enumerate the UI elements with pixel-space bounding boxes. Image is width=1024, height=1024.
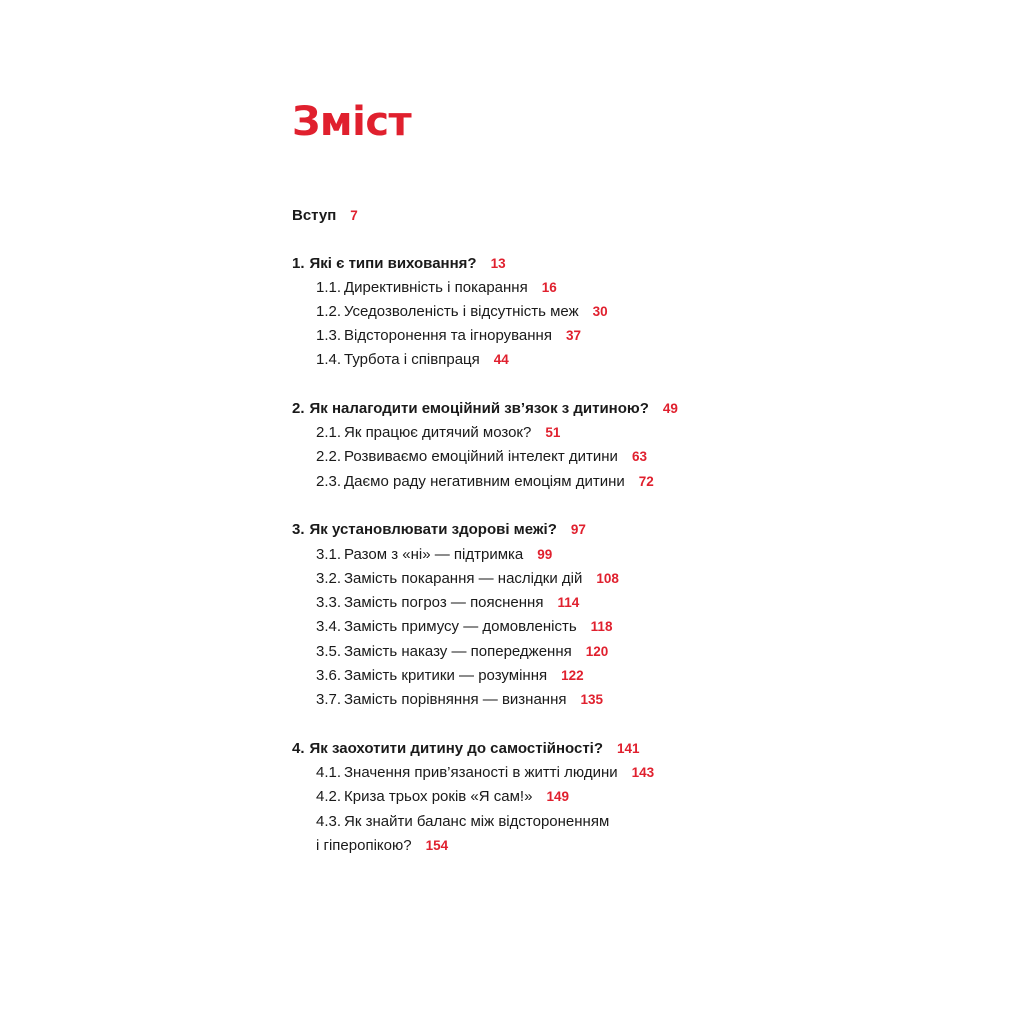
- toc-section-2-2: [316, 447, 647, 467]
- toc-chapter-3: [292, 520, 586, 540]
- section-title: Відсторонення та ігнорування: [344, 327, 552, 344]
- toc-section-1-3: [316, 326, 581, 346]
- chapter-number: 1.: [292, 255, 305, 272]
- page-number: 114: [557, 595, 580, 610]
- section-title: Як знайти баланс між відстороненням: [344, 813, 610, 830]
- section-title: Замість наказу — попередження: [344, 643, 572, 660]
- toc-intro-label: Вступ: [292, 207, 337, 224]
- toc-section-4-1: [316, 763, 654, 783]
- page-number: 122: [561, 668, 584, 683]
- toc-section-4-2: [316, 787, 569, 807]
- chapter-title: Як установлювати здорові межі?: [309, 521, 557, 538]
- toc-section-1-2: [316, 302, 608, 322]
- page-number: 16: [541, 280, 557, 295]
- toc-chapter-1: [292, 254, 506, 274]
- toc-section-3-4: [316, 617, 612, 637]
- page-number: 154: [425, 838, 449, 853]
- section-title: Замість покарання — наслідки дій: [344, 570, 583, 587]
- section-number: 3.2.: [316, 570, 342, 587]
- page-number: 120: [585, 644, 609, 659]
- page-number: 135: [580, 692, 604, 707]
- page-number: 149: [546, 789, 569, 804]
- page-number: 97: [570, 522, 586, 537]
- toc-section-4-3-continued: [316, 836, 448, 856]
- section-title: Замість погроз — пояснення: [344, 594, 544, 611]
- toc-chapter-2: [292, 399, 678, 419]
- section-number: 1.1.: [316, 279, 342, 296]
- section-title: Замість примусу — домовленість: [344, 618, 577, 635]
- toc-section-3-5: [316, 642, 608, 662]
- section-number: 2.1.: [316, 424, 342, 441]
- toc-intro: [292, 206, 358, 226]
- toc-section-1-4: [316, 350, 509, 370]
- page-number: 108: [596, 571, 619, 586]
- section-number: 2.3.: [316, 473, 342, 490]
- section-title: Разом з «ні» — підтримка: [344, 546, 524, 563]
- page-number: 51: [545, 425, 561, 440]
- section-number: 3.7.: [316, 691, 342, 708]
- page-number: 49: [662, 401, 678, 416]
- section-title: Директивність і покарання: [344, 279, 528, 296]
- chapter-number: 4.: [292, 740, 305, 757]
- section-number: 3.1.: [316, 546, 342, 563]
- chapter-number: 2.: [292, 400, 305, 417]
- page-number: 37: [565, 328, 581, 343]
- toc-section-3-1: [316, 545, 552, 565]
- page-number: 44: [493, 352, 509, 367]
- section-title: Замість порівняння — визнання: [344, 691, 567, 708]
- toc-section-3-6: [316, 666, 584, 686]
- section-number: 2.2.: [316, 448, 342, 465]
- section-number: 1.2.: [316, 303, 342, 320]
- page-number: 13: [490, 256, 506, 271]
- section-title: Даємо раду негативним емоціям дитини: [344, 473, 625, 490]
- section-number: 1.3.: [316, 327, 342, 344]
- chapter-title: Як заохотити дитину до самостійності?: [309, 740, 604, 757]
- page-number: 143: [631, 765, 655, 780]
- chapter-title: Як налагодити емоційний зв’язок з дитиною?: [309, 400, 649, 417]
- section-number: 4.3.: [316, 813, 342, 830]
- section-title-continued: і гіперопікою?: [316, 837, 412, 854]
- section-title: Розвиваємо емоційний інтелект дитини: [344, 448, 618, 465]
- toc-section-4-3: [316, 812, 609, 832]
- page-number: 118: [590, 619, 613, 634]
- section-title: Криза трьох років «Я сам!»: [344, 788, 533, 805]
- section-number: 3.6.: [316, 667, 342, 684]
- section-number: 1.4.: [316, 351, 342, 368]
- section-number: 3.3.: [316, 594, 342, 611]
- toc-section-3-7: [316, 690, 603, 710]
- page-number: 141: [617, 741, 640, 756]
- toc-section-2-1: [316, 423, 560, 443]
- section-title: Замість критики — розуміння: [344, 667, 548, 684]
- page-number: 30: [592, 304, 608, 319]
- toc-chapter-4: [292, 739, 640, 759]
- page-number: 63: [631, 449, 647, 464]
- section-number: 3.5.: [316, 643, 342, 660]
- page-number: 99: [537, 547, 553, 562]
- toc-section-2-3: [316, 472, 654, 492]
- section-number: 3.4.: [316, 618, 342, 635]
- section-number: 4.1.: [316, 764, 342, 781]
- section-title: Як працює дитячий мозок?: [344, 424, 532, 441]
- section-title: Значення прив’язаності в житті людини: [344, 764, 618, 781]
- toc-section-3-2: [316, 569, 619, 589]
- page-number: 72: [638, 474, 654, 489]
- chapter-number: 3.: [292, 521, 305, 538]
- toc-section-3-3: [316, 593, 579, 613]
- section-number: 4.2.: [316, 788, 342, 805]
- section-title: Уседозволеність і відсутність меж: [344, 303, 579, 320]
- toc-section-1-1: [316, 278, 557, 298]
- chapter-title: Які є типи виховання?: [309, 255, 477, 272]
- page-number: 7: [350, 208, 358, 223]
- section-title: Турбота і співпраця: [344, 351, 480, 368]
- page-title: Зміст: [292, 99, 412, 145]
